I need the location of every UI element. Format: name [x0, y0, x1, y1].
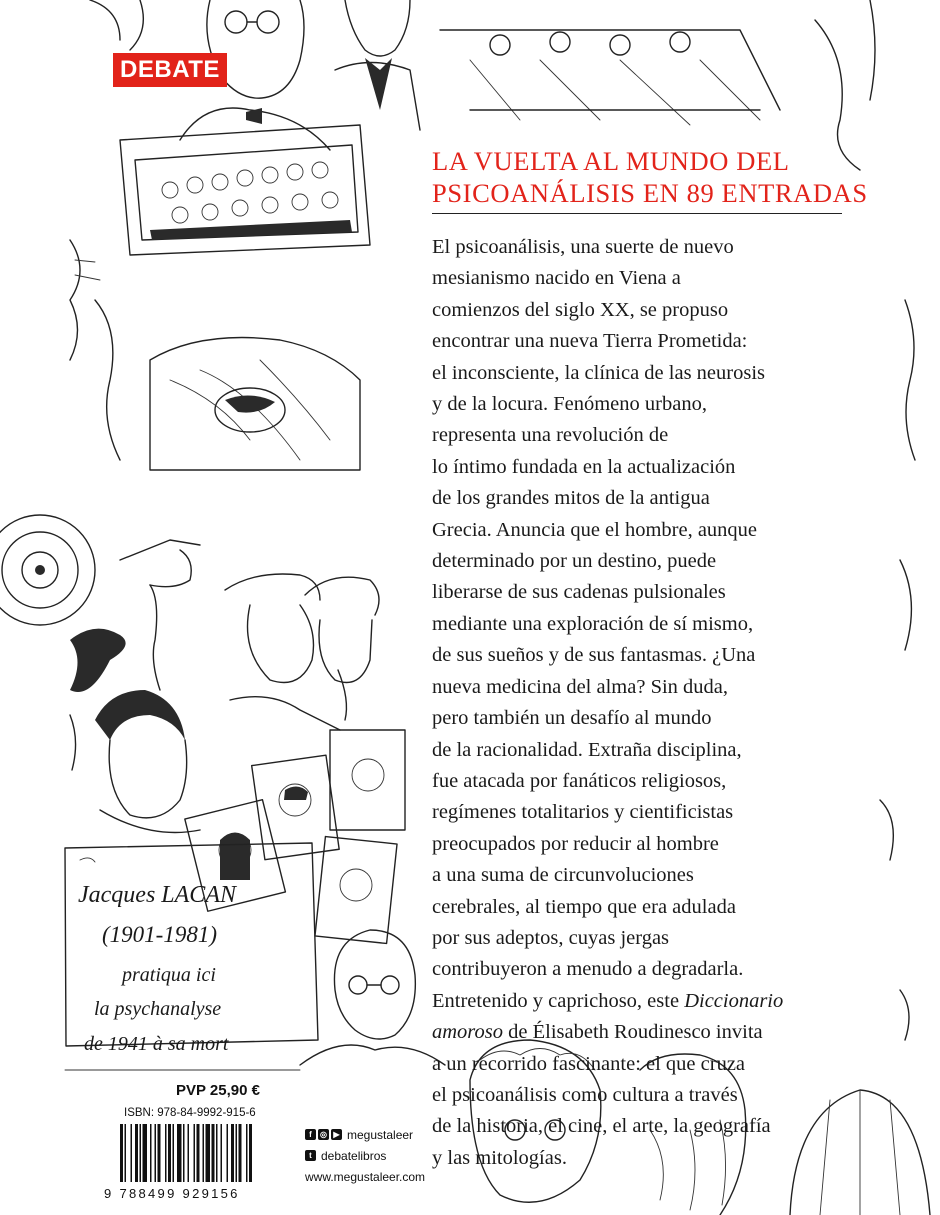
woman-portrait-illustration: [70, 690, 200, 833]
synopsis-line: representa una revolución de: [432, 424, 669, 447]
plaque-line-3: pratiqua ici: [122, 964, 216, 986]
synopsis-line: cerebrales, al tiempo que era adulada: [432, 895, 736, 918]
isbn-label: ISBN: 978-84-9992-915-6: [124, 1107, 256, 1119]
barcode-bar: [155, 1124, 157, 1182]
synopsis-line: y las mitologías.: [432, 1146, 567, 1169]
plaque-line-5: de 1941 à sa mort: [84, 1033, 229, 1055]
barcode-bar: [143, 1124, 148, 1182]
barcode-bar: [239, 1124, 242, 1182]
synopsis-line: regímenes totalitarios y cientificistas: [432, 801, 734, 824]
plaque-name: Jacques LACAN: [78, 882, 236, 908]
barcode-bar: [194, 1124, 196, 1182]
barcode-bar: [221, 1124, 223, 1182]
heading-line-2: PSICOANÁLISIS EN 89 ENTRADAS: [432, 178, 868, 208]
synopsis-line: [432, 1017, 852, 1048]
heading-line-1: LA VUELTA AL MUNDO DEL: [432, 146, 790, 176]
barcode-bar: [183, 1124, 185, 1182]
men-with-caps-illustration: [225, 574, 379, 730]
barcode-bar: [227, 1124, 229, 1182]
synopsis-line: mediante una exploración de sí mismo,: [432, 612, 754, 635]
facebook-icon: f: [305, 1129, 316, 1140]
instagram-icon: ◎: [318, 1129, 329, 1140]
synopsis-line: nueva medicina del alma? Sin duda,: [432, 675, 729, 698]
sleeping-figure-illustration: [150, 338, 360, 471]
plaque-line-4: la psychanalyse: [94, 998, 222, 1020]
synopsis-line: comienzos del siglo XX, se propuso: [432, 298, 729, 321]
synopsis-line: pero también un desafío al mundo: [432, 707, 712, 730]
barcode-bar: [236, 1124, 238, 1182]
synopsis-text-span: de Élisabeth Roudinesco invita: [503, 1021, 763, 1044]
barcode-bar: [120, 1124, 123, 1182]
synopsis-line: de sus sueños y de sus fantasmas. ¿Una: [432, 644, 756, 667]
barcode-bar: [246, 1124, 248, 1182]
price-label: PVP 25,90 €: [176, 1082, 260, 1099]
barcode-bar: [125, 1124, 127, 1182]
cover-heading: [432, 145, 872, 209]
dartboard-illustration: [0, 515, 95, 625]
barcode-graphic: [120, 1124, 288, 1182]
synopsis-line: preocupados por reducir al hombre: [432, 832, 719, 855]
barcode-bar: [173, 1124, 175, 1182]
twitter-icon: t: [305, 1150, 316, 1161]
synopsis-line: [432, 986, 852, 1017]
synopsis-line: de los grandes mitos de la antigua: [432, 487, 710, 510]
publisher-logo: DEBATE: [113, 53, 227, 87]
hand-with-dart-illustration: [120, 540, 200, 690]
synopsis-line: encontrar una nueva Tierra Prometida:: [432, 330, 748, 353]
barcode-bar: [212, 1124, 215, 1182]
barcode-bar: [165, 1124, 167, 1182]
synopsis-line: de la historia, el cine, el arte, la geografía: [432, 1115, 771, 1138]
barcode-bar: [231, 1124, 234, 1182]
barcode-bar: [158, 1124, 161, 1182]
book-title-italic-1: Diccionario: [684, 989, 784, 1012]
synopsis-text: [432, 232, 852, 1174]
right-edge-sketches: [880, 300, 915, 1040]
bald-man-illustration: [300, 930, 445, 1065]
synopsis-line: El psicoanálisis, una suerte de nuevo: [432, 236, 734, 258]
barcode-bar: [206, 1124, 211, 1182]
barcode-bar: [168, 1124, 171, 1182]
social-links: [305, 1124, 425, 1187]
barcode-bar: [177, 1124, 182, 1182]
synopsis-line: lo íntimo fundada en la actualización: [432, 455, 736, 478]
barcode-digits: 9 788499 929156: [104, 1186, 240, 1201]
synopsis-text-span: Entretenido y caprichoso, este: [432, 989, 680, 1012]
photo-cards-illustration: [185, 730, 405, 943]
website-url: www.megustaleer.com: [305, 1169, 426, 1184]
book-title-italic-2: amoroso: [432, 1021, 503, 1044]
barcode-bar: [203, 1124, 205, 1182]
synopsis-line: por sus adeptos, cuyas jergas: [432, 926, 670, 949]
barcode-bar: [150, 1124, 152, 1182]
synopsis-line: el psicoanálisis como cultura a través: [432, 1083, 738, 1106]
social-row-1: [305, 1124, 425, 1145]
synopsis-line: contribuyeron a menudo a degradarla.: [432, 958, 744, 981]
synopsis-line: y de la locura. Fenómeno urbano,: [432, 393, 707, 416]
plaque-years: (1901-1981): [102, 922, 217, 947]
heading-divider: [432, 213, 842, 214]
synopsis-line: fue atacada por fanáticos religiosos,: [432, 769, 727, 792]
synopsis-line: mesianismo nacido en Viena a: [432, 267, 681, 290]
left-edge-sketches: [70, 240, 120, 460]
barcode-bar: [216, 1124, 218, 1182]
social-handle-2: debatelibros: [321, 1148, 387, 1163]
social-row-2: [305, 1145, 425, 1166]
synopsis-line: a un recorrido fascinante: el que cruza: [432, 1052, 746, 1075]
man-in-suit-illustration: [335, 0, 420, 130]
barcode-bar: [135, 1124, 138, 1182]
barcode-bar: [140, 1124, 142, 1182]
synopsis-line: el inconsciente, la clínica de las neurosis: [432, 361, 766, 384]
social-row-3: [305, 1166, 425, 1187]
synopsis-line: de la racionalidad. Extraña disciplina,: [432, 738, 742, 761]
bird-illustration: [70, 629, 126, 692]
youtube-icon: ▶: [331, 1129, 342, 1140]
synopsis-line: determinado por un destino, puede: [432, 550, 717, 573]
barcode-bar: [131, 1124, 133, 1182]
theatre-audience-illustration: [120, 125, 370, 255]
synopsis-line: Grecia. Anuncia que el hombre, aunque: [432, 518, 758, 541]
synopsis-line: a una suma de circunvoluciones: [432, 864, 694, 887]
synopsis-line: liberarse de sus cadenas pulsionales: [432, 581, 726, 604]
barcode-bar: [197, 1124, 200, 1182]
social-handle-1: megustaleer: [347, 1127, 414, 1142]
barcode-bar: [249, 1124, 252, 1182]
barcode-bar: [188, 1124, 190, 1182]
